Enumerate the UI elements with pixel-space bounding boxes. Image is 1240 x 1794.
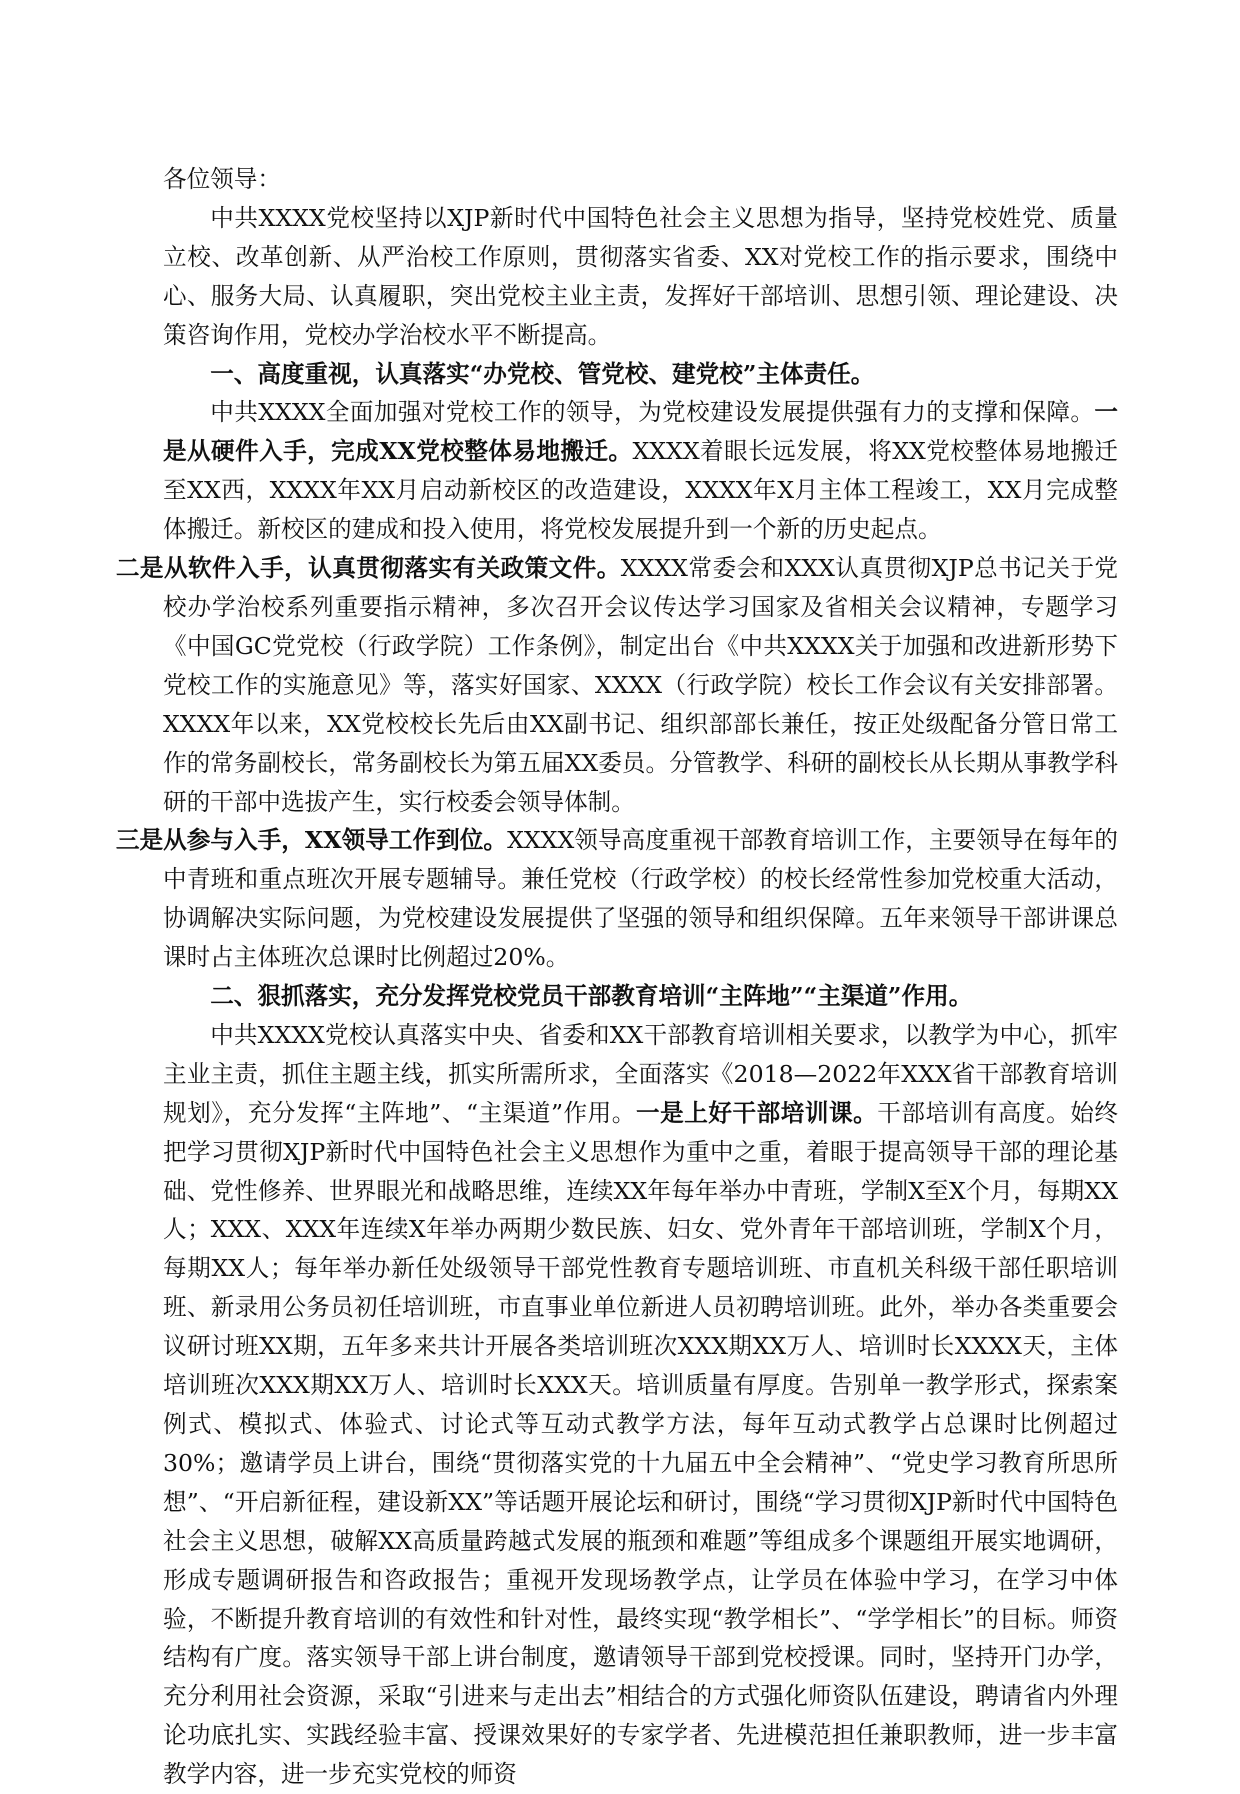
document-page: [115, 160, 1119, 1794]
section-1-lead: 中共XXXX全面加强对党校工作的领导，为党校建设发展提供强有力的支撑和保障。: [210, 398, 1095, 427]
section-1-heading: 一、高度重视，认真落实“办党校、管党校、建党校”主体责任。: [210, 359, 875, 388]
section-1-point-1-text: XXXX着眼长远发展，将XX党校整体易地搬迁至XX西，XXXX年XX月启动新校区的改造建设，XXXX年X月主体工程竣工，XX月完成整体搬迁。新校区的建成和投入使用，将党校发展提升到一个新的历史起点。: [163, 437, 1118, 544]
section-2-heading: 二、狠抓落实，充分发挥党校党员干部教育培训“主阵地”“主渠道”作用。: [210, 982, 973, 1011]
section-1-point-3-text: XXXX领导高度重视干部教育培训工作，主要领导在每年的中青班和重点班次开展专题辅导。兼任党校（行政学校）的校长经常性参加党校重大活动，协调解决实际问题，为党校建设发展提供了坚强的领导和组织保障。五年来领导干部讲课总课时占主体班次总课时比例超过20%。: [163, 826, 1118, 972]
intro-paragraph: 中共XXXX党校坚持以XJP新时代中国特色社会主义思想为指导，坚持党校姓党、质量立校、改革创新、从严治校工作原则，贯彻落实省委、XX对党校工作的指示要求，围绕中心、服务大局、认真履职，突出党校主业主责，发挥好干部培训、思想引领、理论建设、决策咨询作用，党校办学治校水平不断提高。: [163, 203, 1118, 349]
section-2-point-1-text: 干部培训有高度。始终把学习贯彻XJP新时代中国特色社会主义思想作为重中之重，着眼于提高领导干部的理论基础、党性修养、世界眼光和战略思维，连续XX年每年举办中青班，学制X至X个月，每期XX人；XXX、XXX年连续X年举办两期少数民族、妇女、党外青年干部培训班，学制X个月，每期XX人；每年举办新任处级领导干部党性教育专题培训班、市直机关科级干部任职培训班、新录用公务员初任培训班，市直事业单位新进人员初聘培训班。此外，举办各类重要会议研讨班XX期，五年多来共计开展各类培训班次XXX期XX万人、培训时长XXXX天，主体培训班次XXX期XX万人、培训时长XXX天。培训质量有厚度。告别单一教学形式，探索案例式、模拟式、体验式、讨论式等互动式教学方法，每年互动式教学占总课时比例超过30%；邀请学员上讲台，围绕“贯彻落实党的十九届五中全会精神”、“党史学习教育所思所想”、“开启新征程，建设新XX”等话题开展论坛和研讨，围绕“学习贯彻XJP新时代中国特色社会主义思想，破解XX高质量跨越式发展的瓶颈和难题”等组成多个课题组开展实地调研，形成专题调研报告和咨政报告；重视开发现场教学点，让学员在体验中学习，在学习中体验，不断提升教育培训的有效性和针对性，最终实现“教学相长”、“学学相长”的目标。师资结构有广度。落实领导干部上讲台制度，邀请领导干部到党校授课。同时，坚持开门办学，充分利用社会资源，采取“引进来与走出去”相结合的方式强化师资队伍建设，聘请省内外理论功底扎实、实践经验丰富、授课效果好的专家学者、先进模范担任兼职教师，进一步丰富教学内容，进一步充实党校的师资: [163, 1098, 1119, 1789]
section-2-lead: 中共XXXX党校认真落实中央、省委和XX干部教育培训相关要求，以教学为中心，抓牢主业主责，抓住主题主线，抓实所需所求，全面落实《2018—2022年XXX省干部教育培训规划》，充分发挥“主阵地”、“主渠道”作用。: [163, 1020, 1118, 1127]
section-2-point-1-title: 一是上好干部培训课。: [635, 1098, 878, 1127]
salutation: 各位领导：: [163, 165, 281, 193]
section-1-point-2-text: XXXX常委会和XXX认真贯彻XJP总书记关于党校办学治校系列重要指示精神，多次召开会议传达学习国家及省相关会议精神，专题学习《中国GC党党校（行政学院）工作条例》，制定出台《中共XXXX关于加强和改进新形势下党校工作的实施意见》等，落实好国家、XXXX（行政学院）校长工作会议有关安排部署。XXXX年以来，XX党校校长先后由XX副书记、组织部部长兼任，按正处级配备分管日常工作的常务副校长，常务副校长为第五届XX委员。分管教学、科研的副校长从长期从事教学科研的干部中选拔产生，实行校委会领导体制。: [163, 554, 1119, 816]
section-1-paragraph: [115, 393, 1119, 977]
section-1-point-1-title: 一是从硬件入手，完成XX党校整体易地搬迁。: [163, 398, 1118, 466]
section-1-point-2-title: 二是从软件入手，认真贯彻落实有关政策文件。: [115, 554, 621, 583]
section-1-point-3-title: 三是从参与入手，XX领导工作到位。: [115, 826, 508, 855]
section-2-paragraph: [163, 1016, 1118, 1794]
